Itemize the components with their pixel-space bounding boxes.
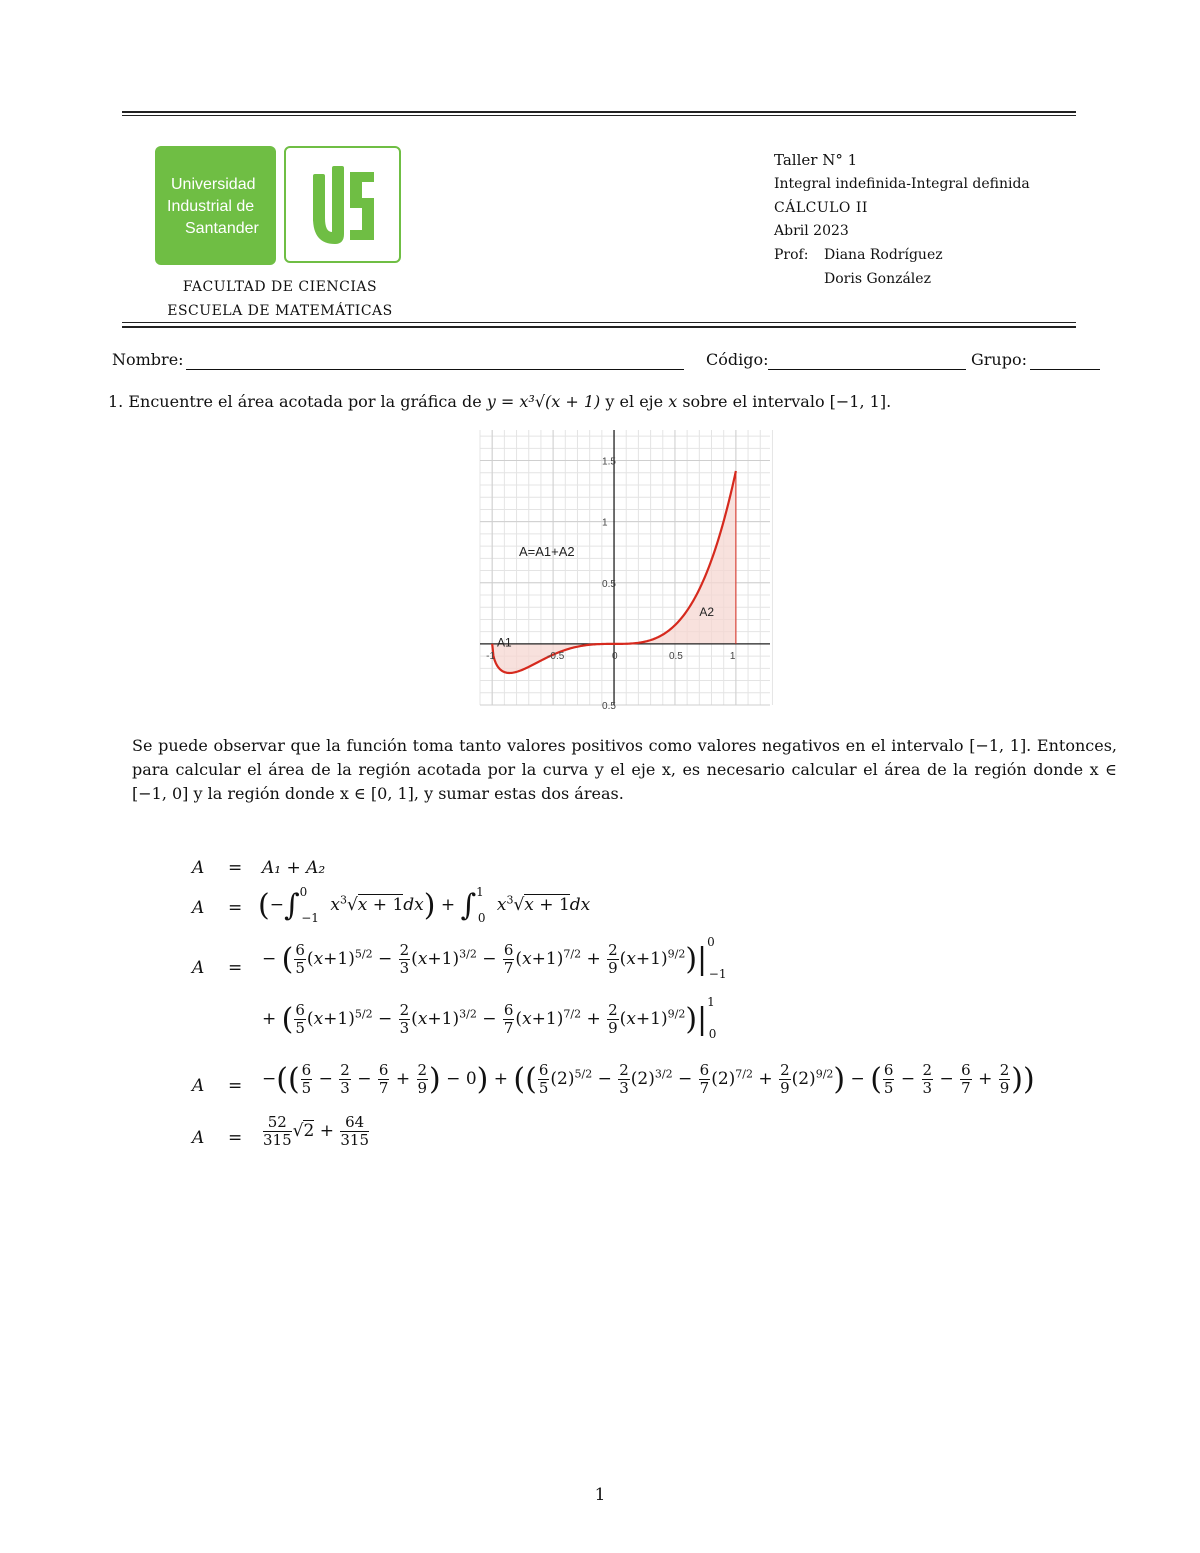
name-field[interactable] (186, 369, 684, 370)
logo-line-3: Santander (185, 220, 259, 237)
problem-text-c: sobre el intervalo [−1, 1]. (682, 392, 892, 411)
problem-text-b: y el eje (605, 392, 664, 411)
top-rule (122, 111, 1076, 113)
top-rule-thin (122, 115, 1076, 116)
mid-rule (122, 326, 1076, 328)
faculty-name: FACULTAD DE CIENCIAS (182, 279, 378, 295)
problem-axis: x (668, 392, 678, 411)
y-tick-label: 0.5 (602, 701, 616, 712)
course-name: CÁLCULO II (774, 200, 868, 216)
x-tick-label: 0 (612, 650, 618, 662)
problem-text-a: Encuentre el área acotada por la gráfica de (128, 392, 482, 411)
eq-line-6: $\frac{52}{315}$ √2 + $\frac{64}{315}$ (263, 1113, 370, 1149)
taller-title: Taller N° 1 (774, 151, 858, 169)
eq-sign-2: = (228, 898, 243, 918)
eq-lhs-5: A (192, 1076, 205, 1096)
uis-logo (284, 146, 401, 263)
explanation-paragraph: Se puede observar que la función toma tanto valores positivos como valores negativos en el intervalo [−1, 1]. Entonces, para calcular el área de la región acotada por la curva y el eje x, es necesario calcular el área de la región donde x ∈ [−1, 0] y la región donde x ∈ [0, 1], y sumar estas dos áreas. (132, 736, 1117, 803)
y-tick-label: 1 (602, 517, 608, 529)
eq-lhs-1: A (192, 858, 205, 878)
school-name: ESCUELA DE MATEMÁTICAS (167, 303, 393, 319)
eq-lhs-6: A (192, 1128, 205, 1148)
eq-lhs-3: A (192, 958, 205, 978)
eq-line-5: −(( $\frac{6}{5}$ − $\frac{2}{3}$ − $\frac{6}{7}$ + $\frac{2}{9}$ ) − 0) + (( $\frac{6}{5}$ $(2)^{5/2}$ − $\frac{2}{3}$ $(2)^{3/2}$ − $\frac{6}{7}$ $(2)^{7/2}$ + $\frac{2}{9}$ $(2)^{9/2}$) − ( $\frac{6}{5}$ − $\frac{2}{3}$ − $\frac{6}{7}$ + $\frac{2}{9}$ )) (262, 1061, 1035, 1097)
problem-number: 1. (108, 392, 124, 411)
date: Abril 2023 (774, 223, 849, 239)
prof-1: Diana Rodríguez (824, 247, 943, 263)
prof-2: Doris González (824, 271, 931, 287)
prof-label: Prof: (774, 247, 809, 263)
logo-line-2: Industrial de (167, 198, 255, 215)
group-field[interactable] (1030, 369, 1100, 370)
y-tick-label: 1.5 (602, 456, 616, 468)
eq-sign-6: = (228, 1128, 243, 1148)
eq-line-1: A₁ + A₂ (262, 858, 326, 878)
x-tick-label: 0.5 (668, 650, 683, 662)
mid-rule-thin (122, 322, 1076, 323)
problem-formula: y = x³√(x + 1) (486, 392, 601, 411)
code-field[interactable] (768, 369, 966, 370)
eq-sign-1: = (228, 858, 243, 878)
eq-line-2: (−∫$^0_{-1}$ $x^3√x + 1dx) + \int^1_0$ $x^3√x + 1dx$ (258, 885, 591, 925)
page-number: 1 (594, 1485, 606, 1505)
code-label: Código: (706, 350, 769, 369)
x-tick-label: -1 (486, 650, 496, 662)
problem-statement (108, 390, 891, 414)
eq-line-4: + ( $\frac{6}{5}$ $(x+1)^{5/2}$ − $\frac{2}{3}$ $(x+1)^{3/2}$ − $\frac{6}{7}$ $(x+1)^{7/2}$ + $\frac{2}{9}$ $(x+1)^{9/2})|^1_0$ (262, 995, 717, 1041)
eq-sign-5: = (228, 1076, 243, 1096)
logo-line-1: Universidad (171, 176, 256, 193)
y-tick-label: 0.5 (602, 578, 616, 590)
eq-lhs-2: A (192, 898, 205, 918)
eq-line-3: − ( $\frac{6}{5}$ $(x+1)^{5/2}$ − $\frac{2}{3}$ $(x+1)^{3/2}$ − $\frac{6}{7}$ $(x+1)^{7/2}$ + $\frac{2}{9}$ $(x+1)^{9/2})|^0_{-1}$ (262, 935, 727, 981)
name-label: Nombre: (112, 350, 184, 369)
annotation-total: A=A1+A2 (518, 543, 575, 559)
university-logo (155, 146, 276, 265)
group-label: Grupo: (971, 350, 1027, 369)
uis-mark-icon (286, 148, 399, 261)
function-graph (480, 430, 770, 712)
annotation-a1: A1 (497, 635, 512, 650)
x-tick-label: -0.5 (547, 650, 565, 662)
topic: Integral indefinida-Integral definida (774, 176, 1030, 192)
annotation-a2: A2 (699, 604, 715, 619)
eq-sign-3: = (228, 958, 243, 978)
x-tick-label: 1 (729, 650, 736, 662)
